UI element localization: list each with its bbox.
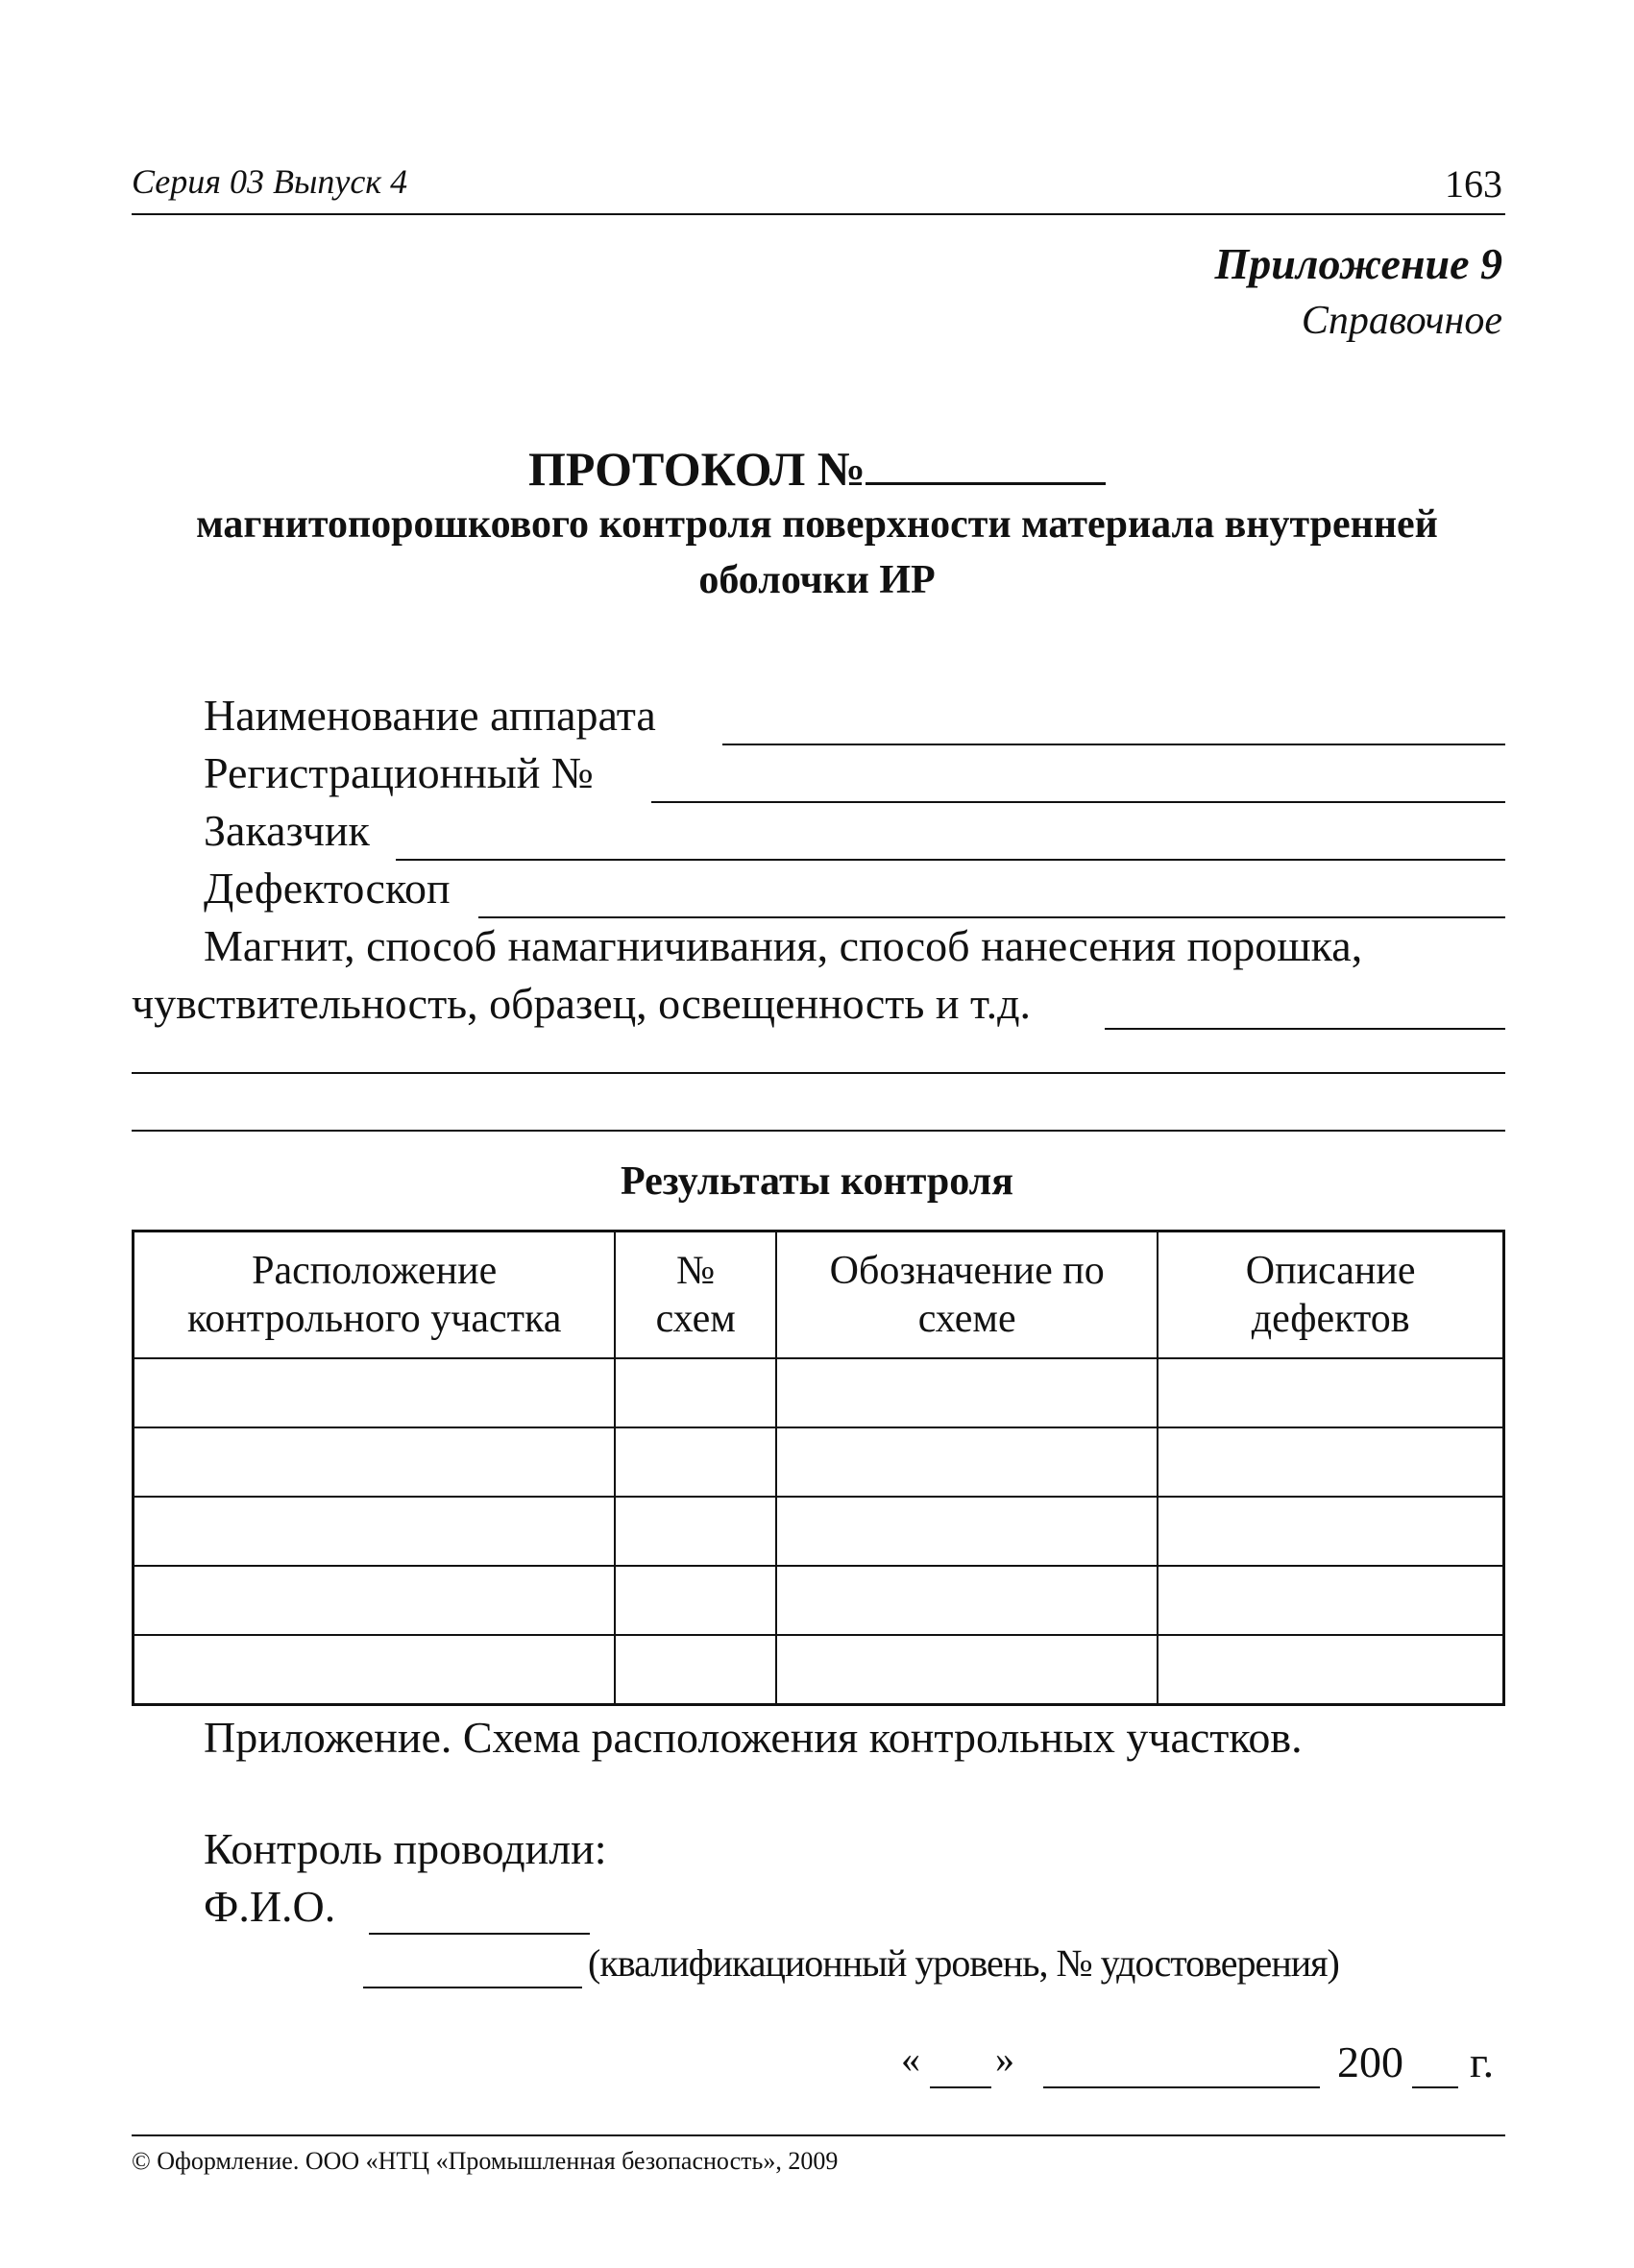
field-extra-blank-1[interactable]	[132, 1072, 1505, 1074]
table-cell[interactable]	[1158, 1566, 1503, 1635]
field-apparatus-label: Наименование аппарата	[204, 691, 656, 740]
date-close-quote: »	[995, 2037, 1014, 2081]
protocol-subtitle-1: магнитопорошкового контроля поверхности материала внутренней	[196, 502, 1438, 547]
protocol-title-row	[0, 440, 1634, 497]
field-flaw-detector-label: Дефектоскоп	[204, 864, 451, 913]
date-month-blank[interactable]	[1043, 2086, 1320, 2088]
protocol-subtitle-2: оболочки ИР	[698, 558, 936, 602]
field-registration-blank[interactable]	[651, 801, 1505, 803]
table-row	[134, 1427, 1504, 1497]
footer-rule	[132, 2134, 1505, 2136]
date-open-quote: «	[901, 2037, 920, 2081]
table-cell[interactable]	[615, 1358, 776, 1427]
results-table	[132, 1230, 1505, 1706]
table-row	[134, 1358, 1504, 1427]
field-apparatus-blank[interactable]	[722, 744, 1505, 745]
table-cell[interactable]	[615, 1635, 776, 1705]
page-number: 163	[1445, 162, 1502, 206]
date-year-blank[interactable]	[1412, 2086, 1458, 2088]
fio-blank[interactable]	[369, 1933, 590, 1935]
appendix-title: Приложение 9	[1214, 239, 1502, 288]
protocol-number-blank[interactable]	[866, 440, 1106, 485]
table-cell[interactable]	[615, 1427, 776, 1497]
table-cell[interactable]	[134, 1497, 616, 1566]
date-day-blank[interactable]	[930, 2086, 991, 2088]
field-extra-blank-2[interactable]	[132, 1130, 1505, 1132]
fio-label: Ф.И.О.	[204, 1882, 336, 1931]
results-header-row	[134, 1232, 1504, 1359]
column-defects: Описание дефектов	[1158, 1232, 1503, 1359]
table-row	[134, 1566, 1504, 1635]
table-cell[interactable]	[134, 1427, 616, 1497]
table-cell[interactable]	[1158, 1635, 1503, 1705]
footer-copyright: © Оформление. ООО «НТЦ «Промышленная безопасность», 2009	[132, 2147, 839, 2175]
field-magnet-label-2: чувствительность, образец, освещенность и т.д.	[132, 979, 1031, 1028]
qualification-blank[interactable]	[363, 1987, 582, 1988]
table-cell[interactable]	[776, 1635, 1158, 1705]
date-year-suffix: г.	[1470, 2037, 1495, 2086]
column-location: Расположение контрольного участка	[134, 1232, 616, 1359]
table-cell[interactable]	[615, 1566, 776, 1635]
field-magnet-blank[interactable]	[1105, 1028, 1505, 1030]
field-customer-label: Заказчик	[204, 806, 370, 855]
date-year-prefix: 200	[1337, 2037, 1403, 2086]
field-customer-blank[interactable]	[396, 859, 1505, 861]
column-designation: Обозначение по схеме	[776, 1232, 1158, 1359]
qualification-label: (квалификационный уровень, № удостоверения)	[588, 1941, 1339, 1985]
field-registration-label: Регистрационный №	[204, 748, 594, 797]
table-row	[134, 1497, 1504, 1566]
table-cell[interactable]	[776, 1566, 1158, 1635]
table-cell[interactable]	[776, 1358, 1158, 1427]
series-label: Серия 03 Выпуск 4	[132, 162, 408, 201]
table-row	[134, 1635, 1504, 1705]
column-scheme-no: № схем	[615, 1232, 776, 1359]
table-cell[interactable]	[1158, 1497, 1503, 1566]
table-cell[interactable]	[615, 1497, 776, 1566]
header-rule	[132, 213, 1505, 215]
table-cell[interactable]	[776, 1427, 1158, 1497]
attachment-note: Приложение. Схема расположения контрольных участков.	[204, 1713, 1303, 1762]
table-cell[interactable]	[134, 1635, 616, 1705]
field-flaw-detector-blank[interactable]	[478, 916, 1505, 918]
table-cell[interactable]	[776, 1497, 1158, 1566]
field-magnet-label-1: Магнит, способ намагничивания, способ нанесения порошка,	[204, 921, 1363, 970]
table-cell[interactable]	[1158, 1358, 1503, 1427]
appendix-type: Справочное	[1301, 299, 1502, 343]
table-cell[interactable]	[134, 1358, 616, 1427]
results-title: Результаты контроля	[621, 1159, 1013, 1204]
protocol-title: ПРОТОКОЛ №	[527, 442, 866, 496]
table-cell[interactable]	[134, 1566, 616, 1635]
performed-by-label: Контроль проводили:	[204, 1824, 607, 1873]
table-cell[interactable]	[1158, 1427, 1503, 1497]
